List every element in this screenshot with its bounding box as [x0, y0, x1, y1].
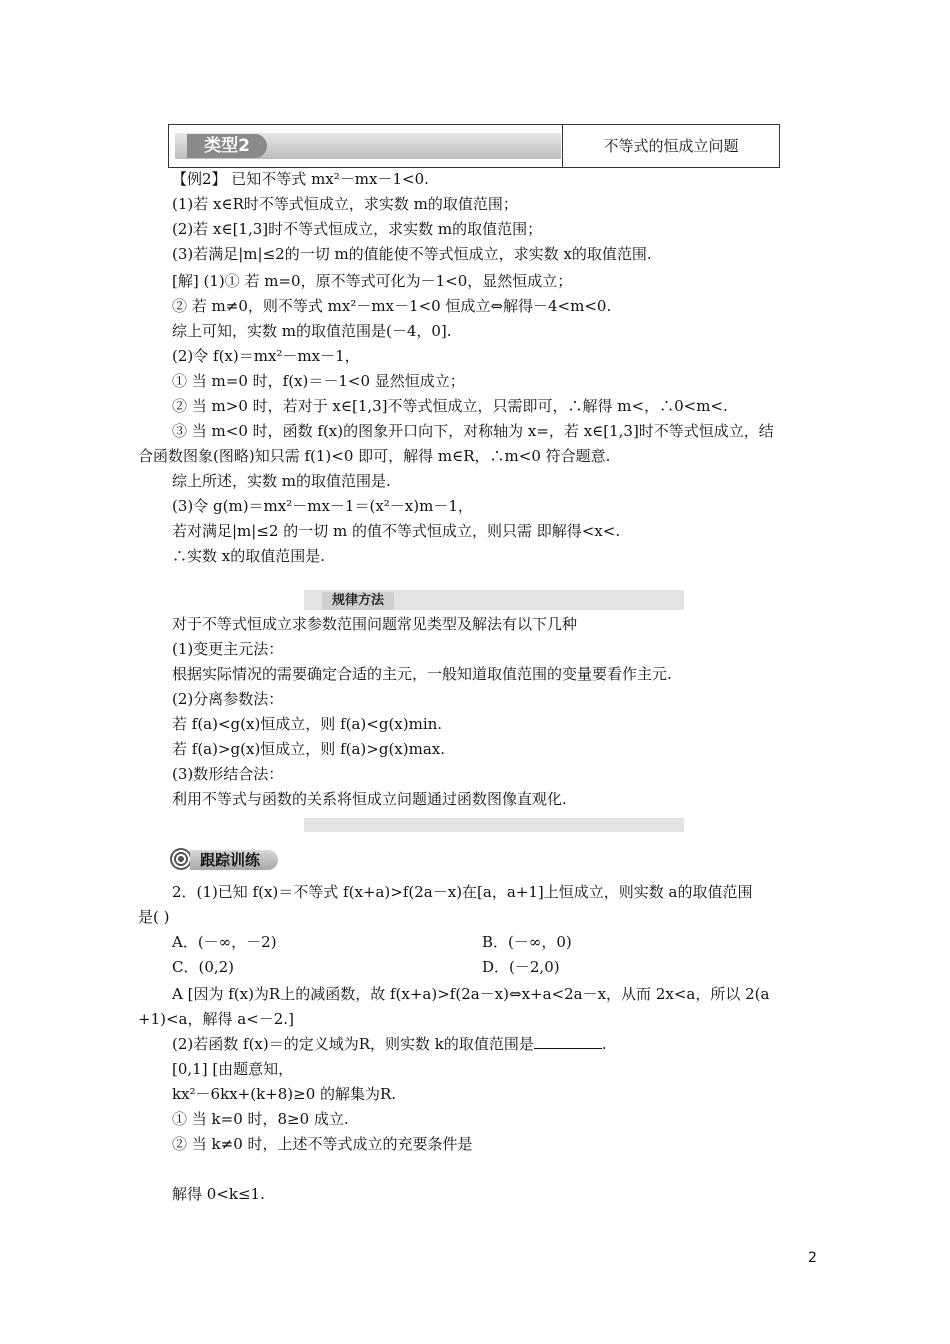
question-end: .: [601, 1035, 607, 1053]
page-number: 2: [808, 1250, 817, 1266]
type-header-box: [168, 124, 780, 168]
solution-line: (3)令 g(m)＝mx²－mx－1＝(x²－x)m－1，: [172, 497, 473, 515]
solution-line: ③ 当 m<0 时，函数 f(x)的图象开口向下，对称轴为 x=，若 x∈[1,3]时不等式恒成立，结: [172, 422, 774, 440]
question-line: 是( ): [138, 908, 170, 926]
example-line: (2)若 x∈[1,3]时不等式恒成立，求实数 m的取值范围；: [172, 220, 543, 238]
question-line: [172, 1033, 607, 1055]
option-a: A．(－∞，－2): [172, 933, 277, 951]
method-line: 若 f(a)>g(x)恒成立，则 f(a)>g(x)max.: [172, 740, 445, 758]
solution-line: (2)令 f(x)＝mx²－mx－1，: [172, 347, 360, 365]
solution-line: ② 若 m≠0，则不等式 mx²－mx－1<0 恒成立⇔解得－4<m<0.: [172, 297, 612, 315]
method-line: 根据实际情况的需要确定合适的主元，一般知道取值范围的变量要看作主元.: [172, 665, 672, 683]
method-line: (1)变更主元法：: [172, 640, 284, 658]
training-heading: [170, 848, 290, 872]
answer-line: ② 当 k≠0 时，上述不等式成立的充要条件是: [172, 1135, 473, 1153]
answer-line: +1)<a，解得 a<－2.]: [138, 1010, 294, 1028]
answer-line: A [因为 f(x)为R上的减函数，故 f(x+a)>f(2a－x)⇔x+a<2a－x，从而 2x<a，所以 2(a: [172, 985, 770, 1003]
solution-line: 综上可知，实数 m的取值范围是(－4，0].: [172, 322, 452, 340]
type-tag-bar: [175, 133, 561, 159]
example-line: (3)若满足|m|≤2的一切 m的值能使不等式恒成立，求实数 x的取值范围.: [172, 245, 652, 263]
method-line: (2)分离参数法：: [172, 690, 284, 708]
method-line: (3)数形结合法：: [172, 765, 284, 783]
target-icon: [170, 848, 192, 870]
option-d: D．(－2,0): [482, 958, 560, 976]
answer-blank: [534, 1034, 602, 1049]
training-title: 跟踪训练: [190, 850, 278, 870]
solution-line: ① 当 m=0 时，f(x)＝－1<0 显然恒成立；: [172, 372, 465, 390]
answer-line: kx²－6kx+(k+8)≥0 的解集为R.: [172, 1085, 397, 1103]
example-line: (1)若 x∈R时不等式恒成立，求实数 m的取值范围；: [172, 195, 518, 213]
method-bar: [304, 590, 684, 610]
method-line: 利用不等式与函数的关系将恒成立问题通过函数图像直观化.: [172, 790, 567, 808]
option-c: C．(0,2): [172, 958, 235, 976]
type-label: 类型2: [187, 134, 267, 158]
method-title: 规律方法: [322, 592, 394, 610]
solution-line: 合函数图象(图略)知只需 f(1)<0 即可，解得 m∈R，∴m<0 符合题意.: [138, 447, 611, 465]
method-line: 对于不等式恒成立求参数范围问题常见类型及解法有以下几种: [172, 615, 578, 633]
example-line: 【例2】 已知不等式 mx²－mx－1<0.: [172, 170, 429, 188]
solution-line: 若对满足|m|≤2 的一切 m 的值不等式恒成立，则只需 即解得<x<.: [172, 522, 621, 540]
answer-line: [0,1] [由题意知，: [172, 1060, 294, 1078]
topic-title: 不等式的恒成立问题: [603, 137, 739, 155]
solution-line: [解] (1)① 若 m=0，原不等式可化为－1<0，显然恒成立；: [172, 272, 573, 290]
answer-line: 解得 0<k≤1.: [172, 1185, 265, 1203]
method-bar-end: [304, 818, 684, 832]
solution-line: 综上所述，实数 m的取值范围是.: [172, 472, 391, 490]
question-text: (2)若函数 f(x)＝的定义域为R，则实数 k的取值范围是: [172, 1035, 534, 1053]
method-line: 若 f(a)<g(x)恒成立，则 f(a)<g(x)min.: [172, 715, 443, 733]
solution-line: ② 当 m>0 时，若对于 x∈[1,3]不等式恒成立，只需即可，∴解得 m<，∴0<m<.: [172, 397, 728, 415]
answer-line: ① 当 k=0 时，8≥0 成立.: [172, 1110, 349, 1128]
question-line: 2．(1)已知 f(x)＝不等式 f(x+a)>f(2a－x)在[a，a+1]上恒成立，则实数 a的取值范围: [172, 883, 753, 901]
solution-line: ∴实数 x的取值范围是.: [172, 547, 325, 565]
header-divider: [562, 125, 563, 167]
option-b: B．(－∞，0): [482, 933, 572, 951]
